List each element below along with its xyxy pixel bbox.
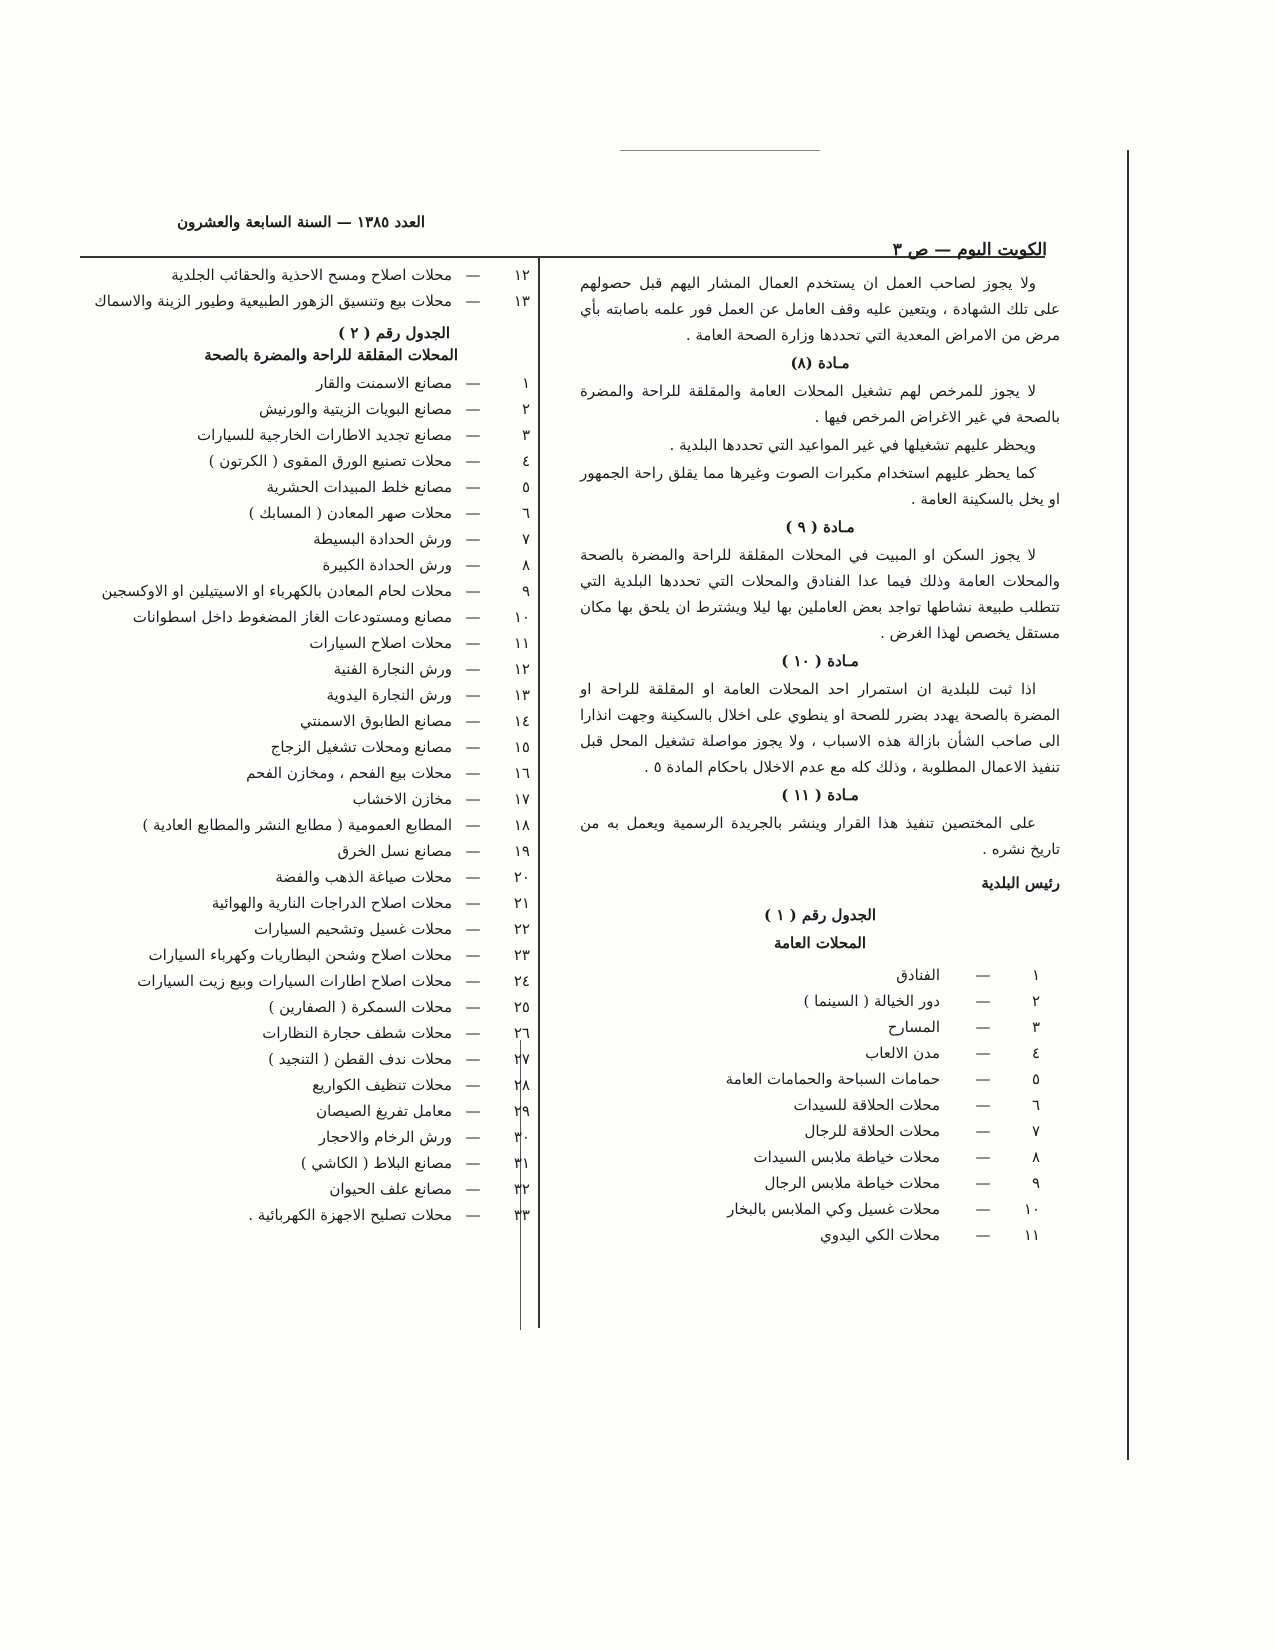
item-number: ٢٢ [513,920,530,938]
table-2-row [80,1176,530,1202]
item-number: ٧ [1031,1122,1040,1140]
item-text: محلات تنظيف الكواريع [312,1076,452,1094]
table-2-row [80,578,530,604]
table-2-row [80,994,530,1020]
item-dash: — [975,1226,991,1244]
table-2-row [80,812,530,838]
item-text: مدن الالعاب [865,1044,940,1062]
item-number: ٥ [521,478,530,496]
table-2-row [80,630,530,656]
table-2-row [80,838,530,864]
item-text: محلات الحلاقة للسيدات [793,1096,940,1114]
item-number: ٦ [521,504,530,522]
item-dash: — [465,790,481,808]
table-1-row [580,1222,1040,1248]
item-text: محلات تصنيع الورق المقوى ( الكرتون ) [208,452,452,470]
article-11-para-1: على المختصين تنفيذ هذا القرار وينشر بالجريدة الرسمية ويعمل به من تاريخ نشره . [580,814,1060,858]
table-2-row [80,1202,530,1228]
table-2-row [80,890,530,916]
item-dash: — [465,400,481,418]
item-text: ورش النجارة الفنية [333,660,452,678]
article-8-title: مـادة (٨) [790,354,850,372]
table-1-row [580,1092,1040,1118]
item-text: محلات اصلاح اطارات السيارات وبيع زيت السيارات [137,972,452,990]
item-dash: — [975,1200,991,1218]
item-dash: — [465,1154,481,1172]
item-dash: — [465,1076,481,1094]
item-text: ورش الرخام والاحجار [318,1128,452,1146]
item-number: ١١ [513,634,530,652]
item-dash: — [975,1018,991,1036]
table-2-row [80,396,530,422]
item-dash: — [465,266,481,284]
item-number: ٣ [521,426,530,444]
item-number: ٢٦ [513,1024,530,1042]
table-1-row [580,1040,1040,1066]
table-1-row [580,1066,1040,1092]
item-text: مصانع نسل الخرق [337,842,452,860]
item-text: محلات اصلاح الدراجات النارية والهوائية [211,894,452,912]
table-1-row [80,262,530,288]
item-text: مصانع خلط المبيدات الحشرية [266,478,452,496]
article-8-para-3: كما يحظر عليهم استخدام مكبرات الصوت وغيرها مما يقلق راحة الجمهور او يخل بالسكينة العامة . [580,464,1060,508]
item-text: الفنادق [896,966,940,984]
item-text: ورش الحدادة البسيطة [313,530,452,548]
item-dash: — [465,1206,481,1224]
item-number: ١٠ [513,608,530,626]
table-1-row [80,288,530,314]
item-dash: — [465,842,481,860]
item-number: ١١ [1023,1226,1040,1244]
item-dash: — [975,1096,991,1114]
item-text: محلات صياغة الذهب والفضة [275,868,452,886]
item-dash: — [465,712,481,730]
item-text: مصانع تجديد الاطارات الخارجية للسيارات [196,426,452,444]
table-2-row [80,448,530,474]
table-2-row [80,500,530,526]
item-number: ٧ [521,530,530,548]
item-text: مصانع علف الحيوان [329,1180,452,1198]
item-text: محلات الحلاقة للرجال [804,1122,940,1140]
item-text: مصانع البلاط ( الكاشي ) [300,1154,452,1172]
item-text: مصانع الاسمنت والقار [316,374,452,392]
item-number: ١٥ [513,738,530,756]
item-dash: — [465,374,481,392]
item-dash: — [465,946,481,964]
table-1-row [580,988,1040,1014]
table-2-row [80,682,530,708]
item-number: ٢ [1031,992,1040,1010]
item-number: ١٣ [513,686,530,704]
item-dash: — [465,764,481,782]
item-text: محلات اصلاح السيارات [309,634,452,652]
item-dash: — [975,1174,991,1192]
table-2-row [80,916,530,942]
item-number: ٣ [1031,1018,1040,1036]
item-number: ٩ [521,582,530,600]
item-text: محلات غسيل وكي الملابس بالبخار [727,1200,940,1218]
item-number: ٢٣ [513,946,530,964]
item-dash: — [465,1128,481,1146]
item-number: ١٧ [513,790,530,808]
table-1-row [580,1144,1040,1170]
item-text: مخازن الاخشاب [352,790,452,808]
item-number: ٢٧ [513,1050,530,1068]
item-dash: — [465,686,481,704]
item-number: ١٠ [1023,1200,1040,1218]
item-number: ١٢ [513,660,530,678]
item-number: ١٤ [513,712,530,730]
item-dash: — [465,894,481,912]
item-dash: — [465,868,481,886]
table-1-title: الجدول رقم ( ١ ) [764,906,876,924]
item-text: محلات السمكرة ( الصفارين ) [268,998,452,1016]
column-divider [538,258,540,1328]
item-text: مصانع ومستودعات الغاز المضغوط داخل اسطوانات [132,608,452,626]
table-1-row [580,1118,1040,1144]
item-number: ٥ [1031,1070,1040,1088]
item-text: محلات خياطة ملابس السيدات [753,1148,940,1166]
item-dash: — [465,530,481,548]
left-column [80,262,530,1228]
table-2-row [80,708,530,734]
signature: رئيس البلدية [981,874,1060,892]
article-8-para-2: ويحظر عليهم تشغيلها في غير المواعيد التي تحددها البلدية . [669,436,1036,454]
item-text: محلات الكي اليدوي [820,1226,940,1244]
item-text: مصانع البويات الزيتية والورنيش [258,400,452,418]
item-number: ٨ [521,556,530,574]
right-column [580,270,1060,1248]
item-text: ورش النجارة اليدوية [326,686,452,704]
item-dash: — [465,816,481,834]
item-number: ٤ [1031,1044,1040,1062]
paragraph-workers: ولا يجوز لصاحب العمل ان يستخدم العمال المشار اليهم قبل حصولهم على تلك الشهادة ، ويتعين عليه وقف العامل عن العمل فور علمه باصابته بأي مرض من الامراض المعدية التي تحددها وزارة الصحة العامة . [580,274,1060,344]
table-1-subtitle: المحلات العامة [773,934,866,952]
table-1-row [580,1014,1040,1040]
table-2-row [80,942,530,968]
item-number: ١٢ [513,266,530,284]
table-2-row [80,1150,530,1176]
item-text: مصانع الطابوق الاسمنتي [300,712,452,730]
table-2-row [80,968,530,994]
item-dash: — [465,1050,481,1068]
item-text: حمامات السباحة والحمامات العامة [725,1070,940,1088]
item-dash: — [465,920,481,938]
article-10-title: مـادة ( ١٠ ) [781,652,859,670]
item-dash: — [465,972,481,990]
item-dash: — [975,1148,991,1166]
table-2-row [80,1124,530,1150]
item-dash: — [465,1024,481,1042]
table-1-continued-list [80,262,530,314]
item-text: محلات اصلاح ومسح الاحذية والحقائب الجلدية [171,266,452,284]
table-2-row [80,552,530,578]
item-dash: — [975,966,991,984]
table-2-row [80,370,530,396]
table-2-row [80,734,530,760]
item-number: ٣١ [513,1154,530,1172]
table-2-row [80,1098,530,1124]
item-dash: — [975,992,991,1010]
item-dash: — [465,634,481,652]
item-number: ٨ [1031,1148,1040,1166]
item-text: مصانع ومحلات تشغيل الزجاج [270,738,452,756]
item-number: ٣٣ [513,1206,530,1224]
item-dash: — [465,1180,481,1198]
item-dash: — [465,1102,481,1120]
table-2-row [80,760,530,786]
item-number: ١ [521,374,530,392]
item-text: المسارح [887,1018,940,1036]
item-text: محلات اصلاح وشحن البطاريات وكهرباء السيارات [148,946,452,964]
page-header: الكويت اليوم — ص ٣ [892,240,1047,260]
table-2-row [80,1046,530,1072]
item-number: ٩ [1031,1174,1040,1192]
table-2-row [80,604,530,630]
article-9-para-1: لا يجوز السكن او المبيت في المحلات المقلقة للراحة والمضرة بالصحة والمحلات العامة وذلك فيما عدا الفنادق والمحلات التي تحددها البلدية التي تتطلب طبيعة نشاطها تواجد بعض العاملين بها ليلا ويشترط ان يلحق بها مكان مستقل يخصص لهذا الغرض . [580,546,1060,642]
item-text: محلات خياطة ملابس الرجال [764,1174,940,1192]
item-dash: — [465,452,481,470]
article-10-para-1: اذا ثبت للبلدية ان استمرار احد المحلات العامة او المقلقة للراحة او المضرة بالصحة يهدد بضرر للصحة او ينطوي على اخلال بالسكينة وجهت انذارا الى صاحب الشأن بازالة هذه الاسباب ، ولا يجوز مواصلة تشغيل المحل قبل تنفيذ الاعمال المطلوبة ، وذلك كله مع عدم الاخلال باحكام المادة ٥ . [580,680,1060,776]
table-2-row [80,526,530,552]
item-text: محلات ندف القطن ( التنجيد ) [268,1050,452,1068]
item-number: ٢٠ [513,868,530,886]
item-number: ١٦ [513,764,530,782]
table-1-row [580,1196,1040,1222]
item-text: محلات شطف حجارة النظارات [262,1024,452,1042]
item-dash: — [465,738,481,756]
item-dash: — [975,1070,991,1088]
table-1-row [580,1170,1040,1196]
item-number: ٢١ [513,894,530,912]
table-2-row [80,474,530,500]
item-text: محلات غسيل وتشحيم السيارات [254,920,452,938]
article-9-title: مـادة ( ٩ ) [785,518,855,536]
top-faint-line [620,150,820,151]
item-dash: — [465,426,481,444]
item-text: المطابع العمومية ( مطابع النشر والمطابع العادية ) [142,816,452,834]
item-number: ١٨ [513,816,530,834]
item-dash: — [465,582,481,600]
table-2-list [80,370,530,1228]
item-dash: — [465,998,481,1016]
item-number: ٤ [521,452,530,470]
item-number: ٦ [1031,1096,1040,1114]
item-dash: — [465,292,481,310]
item-dash: — [975,1044,991,1062]
item-dash: — [465,504,481,522]
item-number: ٢٤ [513,972,530,990]
table-2-row [80,1020,530,1046]
item-text: محلات بيع وتنسيق الزهور الطبيعية وطيور الزينة والاسماك [94,292,452,310]
item-text: معامل تفريغ الصيصان [316,1102,452,1120]
item-number: ٢٥ [513,998,530,1016]
table-2-row [80,1072,530,1098]
article-11-title: مـادة ( ١١ ) [781,786,859,804]
article-8-para-1: لا يجوز للمرخص لهم تشغيل المحلات العامة والمقلقة للراحة والمضرة بالصحة في غير الاغراض المرخص فيها . [580,382,1060,426]
item-text: محلات لحام المعادن بالكهرباء او الاسيتيلين او الاوكسجين [101,582,452,600]
item-number: ٣٢ [513,1180,530,1198]
item-number: ١ [1031,966,1040,984]
table-2-subtitle: المحلات المقلقة للراحة والمضرة بالصحة [204,346,458,364]
item-dash: — [465,556,481,574]
item-number: ٢٩ [513,1102,530,1120]
item-text: ورش الحدادة الكبيرة [322,556,452,574]
item-dash: — [975,1122,991,1140]
item-text: محلات صهر المعادن ( المسابك ) [248,504,452,522]
table-2-row [80,422,530,448]
item-number: ٢ [521,400,530,418]
item-number: ٢٨ [513,1076,530,1094]
item-text: محلات بيع الفحم ، ومخازن الفحم [246,764,452,782]
item-text: دور الخيالة ( السينما ) [803,992,940,1010]
item-dash: — [465,660,481,678]
issue-header: العدد ١٣٨٥ — السنة السابعة والعشرون [177,213,425,231]
item-number: ١٩ [513,842,530,860]
table-1-list [580,962,1040,1248]
table-2-row [80,656,530,682]
table-2-title: الجدول رقم ( ٢ ) [338,324,450,342]
item-number: ١٣ [513,292,530,310]
item-number: ٣٠ [513,1128,530,1146]
table-2-row [80,864,530,890]
table-2-row [80,786,530,812]
item-text: محلات تصليح الاجهزة الكهربائية . [248,1206,452,1224]
item-dash: — [465,478,481,496]
item-dash: — [465,608,481,626]
page-right-border [1127,150,1129,1460]
table-1-row [580,962,1040,988]
